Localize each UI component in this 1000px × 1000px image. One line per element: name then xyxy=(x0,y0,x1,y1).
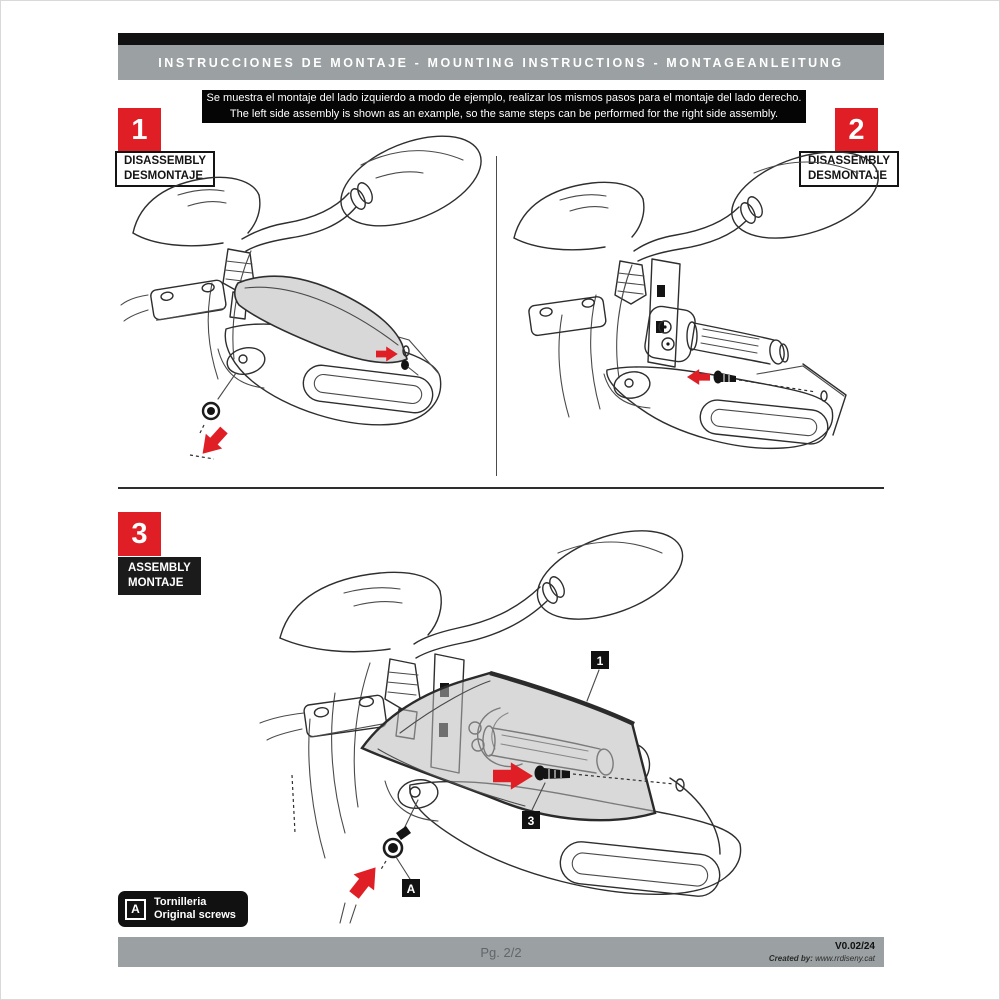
brake-lever-icon xyxy=(260,713,304,740)
legend-text xyxy=(154,896,236,922)
brake-lever-icon xyxy=(121,295,148,321)
step2-badge: 2 xyxy=(835,108,878,152)
svg-text:A: A xyxy=(406,882,416,896)
step2-label-es: DESMONTAJE xyxy=(808,170,888,182)
arrow-down-left-icon xyxy=(194,423,232,462)
version-number: V0.02/24 xyxy=(834,941,875,952)
spoiler-icon xyxy=(235,276,407,362)
note-banner xyxy=(202,90,806,123)
page-number: Pg. 2/2 xyxy=(480,945,522,960)
note-line-en: The left side assembly is shown as an example, so the same steps can be performed for the right side assembly. xyxy=(229,107,779,120)
step3-illustration-assembly xyxy=(250,523,890,935)
step3-label-es: MONTAJE xyxy=(128,577,184,589)
screw-icon xyxy=(714,371,817,393)
credit-label: Created by: xyxy=(768,954,813,963)
step1-badge: 1 xyxy=(118,108,161,152)
page-title: INSTRUCCIONES DE MONTAJE - MOUNTING INSTRUCTIONS - MONTAGEANLEITUNG xyxy=(158,55,844,70)
panel-divider-horizontal xyxy=(118,487,884,489)
legend-marker-a: A xyxy=(125,899,146,920)
side-screw-icon xyxy=(401,346,418,375)
legend-original-screws xyxy=(118,891,248,927)
grip-icon xyxy=(687,322,789,365)
mirror-icon xyxy=(414,523,694,658)
footer-bar xyxy=(118,937,884,967)
mirror-icon xyxy=(634,135,886,261)
legend-line-en: Original screws xyxy=(154,909,236,921)
removed-screw-icon xyxy=(200,373,236,433)
switch-housing-icon xyxy=(643,305,697,364)
credit-url: www.rrdiseny.cat xyxy=(815,954,875,963)
header-bar xyxy=(118,45,884,80)
brake-reservoir-icon xyxy=(303,695,387,738)
svg-text:1: 1 xyxy=(596,654,604,668)
mirror-icon xyxy=(242,133,490,251)
top-black-bar xyxy=(118,33,884,45)
step2-illustration-disassembly xyxy=(502,133,886,481)
legend-line-es: Tornilleria xyxy=(154,896,207,908)
svg-text:3: 3 xyxy=(527,814,535,828)
arrow-trail xyxy=(190,455,214,459)
step1-label-en: DISASSEMBLY xyxy=(124,155,207,167)
step1-label-es: DESMONTAJE xyxy=(124,170,204,182)
step1-illustration-disassembly xyxy=(118,133,490,481)
credit xyxy=(769,954,875,963)
step3-label xyxy=(118,557,201,595)
brake-reservoir-icon xyxy=(150,279,227,320)
fairing-lines xyxy=(340,903,356,923)
brake-reservoir-icon xyxy=(528,296,606,336)
spoiler-icon xyxy=(362,673,655,820)
part-label-1 xyxy=(587,651,609,701)
handlebar-riser-icon xyxy=(648,259,680,367)
step2-label-en: DISASSEMBLY xyxy=(808,155,891,167)
part-label-A xyxy=(396,857,420,897)
note-line-es: Se muestra el montaje del lado izquierdo a modo de ejemplo, realizar los mismos pasos para el montaje del lado derecho. xyxy=(206,92,802,104)
panel-divider-vertical xyxy=(496,156,497,476)
step3-badge: 3 xyxy=(118,512,161,556)
step3-label-en: ASSEMBLY xyxy=(128,562,191,574)
arrow-up-right-icon xyxy=(344,859,386,903)
screw-original-icon xyxy=(380,800,418,871)
